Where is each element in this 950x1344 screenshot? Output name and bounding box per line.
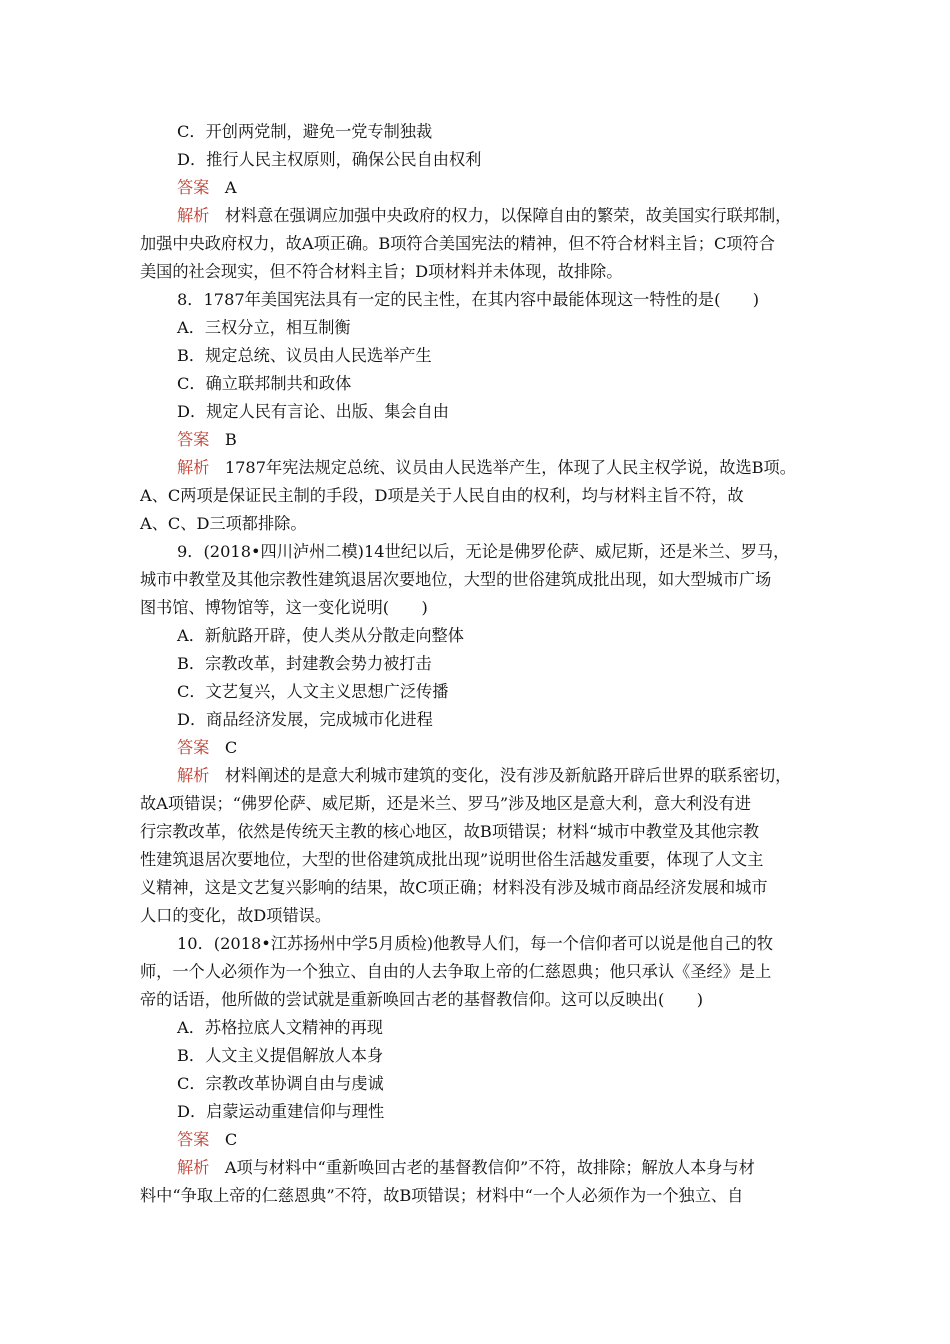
q10-analysis-line-1 [177, 1157, 755, 1179]
analysis-label: 解析 [177, 206, 210, 225]
q10-option-a: A．苏格拉底人文精神的再现 [177, 1018, 383, 1037]
q10-stem-line-1: 10．(2018•江苏扬州中学5月质检)他教导人们，每一个信仰者可以说是他自己的牧 [177, 934, 774, 953]
q9-option-a: A．新航路开辟，使人类从分散走向整体 [177, 626, 464, 645]
analysis-label: 解析 [177, 1158, 210, 1177]
q9-analysis-line-1 [177, 765, 791, 787]
analysis-label: 解析 [177, 458, 210, 477]
analysis-text: 材料意在强调应加强中央政府的权力，以保障自由的繁荣，故美国实行联邦制， [224, 206, 792, 225]
q7-option-d: D．推行人民主权原则，确保公民自由权利 [177, 150, 482, 169]
q7-answer [177, 177, 237, 199]
answer-value: B [224, 430, 237, 449]
q10-analysis-line-2: 料中“争取上帝的仁慈恩典”不符，故B项错误；材料中“一个人必须作为一个独立、自 [140, 1186, 744, 1205]
q8-option-d: D．规定人民有言论、出版、集会自由 [177, 402, 449, 421]
q8-analysis-line-2: A、C两项是保证民主制的手段，D项是关于人民自由的权利，均与材料主旨不符，故 [140, 486, 744, 505]
analysis-text: A项与材料中“重新唤回古老的基督教信仰”不符，故排除；解放人本身与材 [224, 1158, 755, 1177]
q9-analysis-line-5: 义精神，这是文艺复兴影响的结果，故C项正确；材料没有涉及城市商品经济发展和城市 [140, 878, 768, 897]
q10-stem-line-3: 帝的话语，他所做的尝试就是重新唤回古老的基督教信仰。这可以反映出( ) [140, 990, 704, 1009]
q8-stem: 8．1787年美国宪法具有一定的民主性，在其内容中最能体现这一特性的是( ) [177, 290, 760, 309]
answer-value: A [224, 178, 237, 197]
q9-analysis-line-4: 性建筑退居次要地位，大型的世俗建筑成批出现”说明世俗生活越发重要，体现了人文主 [140, 850, 764, 869]
q9-option-c: C．文艺复兴，人文主义思想广泛传播 [177, 682, 449, 701]
q9-answer [177, 737, 237, 759]
q10-answer [177, 1129, 237, 1151]
q8-option-c: C．确立联邦制共和政体 [177, 374, 352, 393]
q9-option-d: D．商品经济发展，完成城市化进程 [177, 710, 433, 729]
q9-stem-line-2: 城市中教堂及其他宗教性建筑退居次要地位，大型的世俗建筑成批出现，如大型城市广场 [140, 570, 772, 589]
q8-option-b: B．规定总统、议员由人民选举产生 [177, 346, 432, 365]
q8-option-a: A．三权分立，相互制衡 [177, 318, 351, 337]
q10-stem-line-2: 师，一个人必须作为一个独立、自由的人去争取上帝的仁慈恩典；他只承认《圣经》是上 [140, 962, 772, 981]
q7-option-c: C．开创两党制，避免一党专制独裁 [177, 122, 433, 141]
answer-label: 答案 [177, 1130, 210, 1149]
answer-label: 答案 [177, 738, 210, 757]
q10-option-d: D．启蒙运动重建信仰与理性 [177, 1102, 385, 1121]
q9-stem-line-1: 9．(2018•四川泸州二模)14世纪以后，无论是佛罗伦萨、威尼斯，还是米兰、罗马， [177, 542, 790, 561]
q8-answer [177, 429, 237, 451]
analysis-text: 1787年宪法规定总统、议员由人民选举产生，体现了人民主权学说，故选B项。 [224, 458, 796, 477]
q8-analysis-line-1 [177, 457, 796, 479]
q9-analysis-line-6: 人口的变化，故D项错误。 [140, 906, 332, 925]
q9-option-b: B．宗教改革，封建教会势力被打击 [177, 654, 432, 673]
q7-analysis-line-1 [177, 205, 791, 227]
q7-analysis-line-2: 加强中央政府权力，故A项正确。B项符合美国宪法的精神，但不符合材料主旨；C项符合 [140, 234, 775, 253]
q7-analysis-line-3: 美国的社会现实，但不符合材料主旨；D项材料并未体现，故排除。 [140, 262, 623, 281]
answer-label: 答案 [177, 178, 210, 197]
q10-option-c: C．宗教改革协调自由与虔诚 [177, 1074, 384, 1093]
q9-analysis-line-2: 故A项错误；“佛罗伦萨、威尼斯，还是米兰、罗马”涉及地区是意大利，意大利没有进 [140, 794, 751, 813]
q10-option-b: B．人文主义提倡解放人本身 [177, 1046, 384, 1065]
analysis-text: 材料阐述的是意大利城市建筑的变化，没有涉及新航路开辟后世界的联系密切， [224, 766, 792, 785]
q8-analysis-line-3: A、C、D三项都排除。 [140, 514, 307, 533]
q9-stem-line-3: 图书馆、博物馆等，这一变化说明( ) [140, 598, 428, 617]
q9-analysis-line-3: 行宗教改革，依然是传统天主教的核心地区，故B项错误；材料“城市中教堂及其他宗教 [140, 822, 760, 841]
answer-label: 答案 [177, 430, 210, 449]
analysis-label: 解析 [177, 766, 210, 785]
answer-value: C [224, 738, 238, 757]
answer-value: C [224, 1130, 238, 1149]
